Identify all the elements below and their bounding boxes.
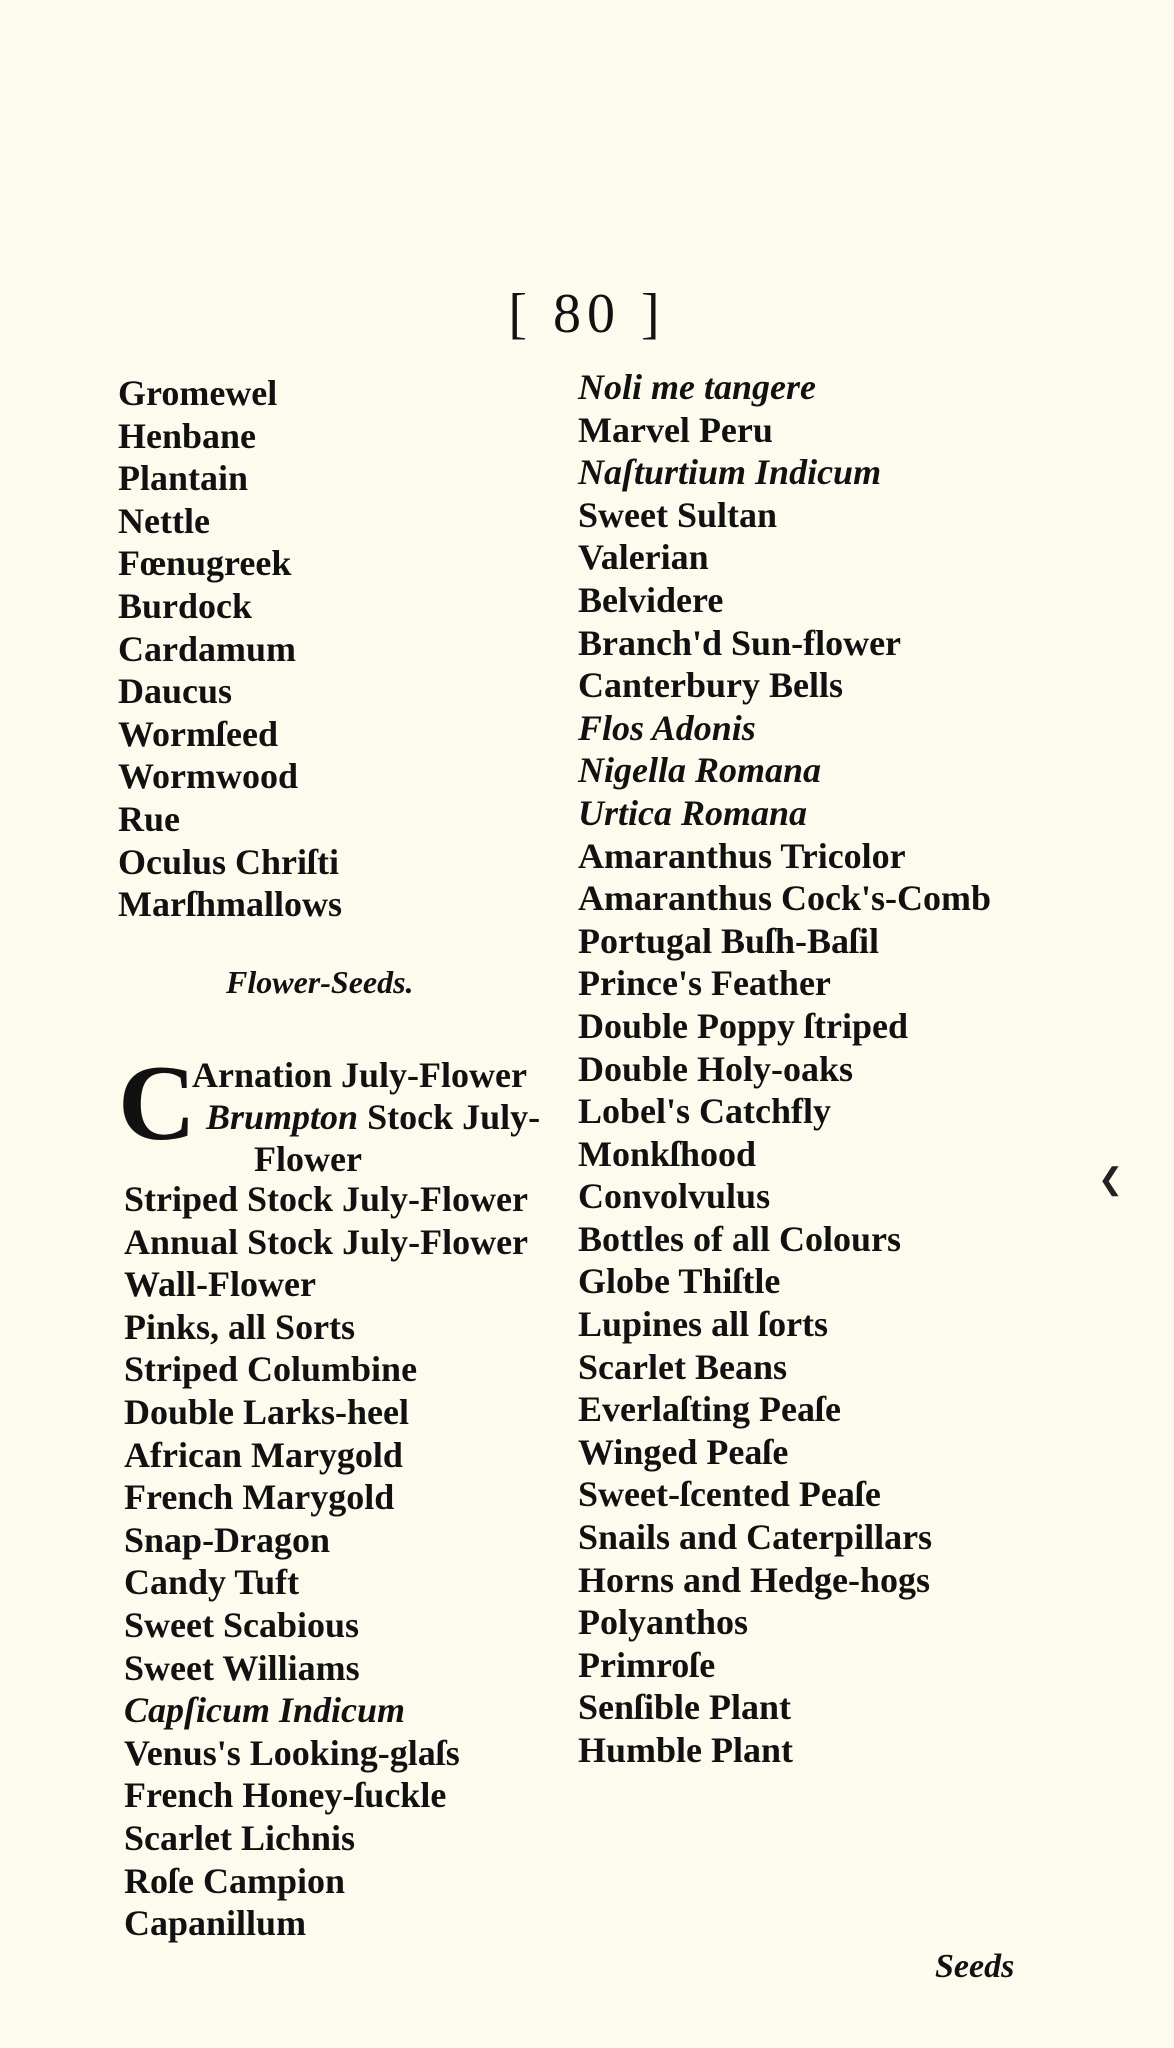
carnation-line-3: Flower — [254, 1139, 362, 1179]
list-item: Henbane — [118, 415, 257, 456]
list-item: Everlaſting Peaſe — [578, 1389, 841, 1430]
list-item: Lobel's Catchfly — [578, 1091, 832, 1132]
list-item: Snails and Caterpillars — [578, 1517, 933, 1558]
ink-mark-icon: ❮ — [1098, 1163, 1124, 1196]
list-item: Primroſe — [578, 1644, 716, 1685]
list-item: Flos Adonis — [578, 707, 756, 748]
carnation-line-2 — [206, 1096, 540, 1138]
catchword: Seeds — [935, 1948, 1015, 1985]
list-item: Annual Stock July-Flower — [124, 1221, 529, 1262]
list-item: Venus's Looking-glaſs — [124, 1732, 460, 1773]
list-item: Striped Columbine — [124, 1349, 418, 1390]
list-item: Wormſeed — [118, 713, 278, 754]
list-item: French Honey-ſuckle — [124, 1775, 447, 1816]
list-item: Humble Plant — [578, 1730, 794, 1770]
list-item: Double Poppy ſtriped — [578, 1005, 909, 1046]
list-item: Noli me tangere — [578, 367, 816, 407]
list-item: Monkſhood — [578, 1133, 757, 1174]
list-item: Convolvulus — [578, 1176, 771, 1217]
list-item: Sweet-ſcented Peaſe — [578, 1474, 881, 1515]
carnation-line-1: Arnation July-Flower — [192, 1055, 527, 1095]
list-item: Striped Stock July-Flower — [124, 1179, 528, 1219]
list-item: Scarlet Lichnis — [124, 1817, 355, 1858]
list-item: Marvel Peru — [578, 409, 773, 450]
list-item: Candy Tuft — [124, 1562, 300, 1603]
list-item: Polyanthos — [578, 1602, 749, 1643]
list-item: Double Holy-oaks — [578, 1048, 854, 1089]
section-heading: Flower-Seeds. — [226, 964, 414, 1000]
list-item: Senſible Plant — [578, 1687, 792, 1728]
list-item: Burdock — [118, 585, 253, 626]
list-item: Horns and Hedge-hogs — [578, 1559, 931, 1600]
list-item: African Marygold — [124, 1434, 403, 1475]
carnation-entry — [118, 1044, 578, 1184]
list-item: Snap-Dragon — [124, 1519, 331, 1560]
list-item: Wormwood — [118, 756, 298, 797]
left-column-bottom-list — [124, 1178, 584, 1945]
list-item: Nettle — [118, 500, 210, 541]
list-item: French Marygold — [124, 1477, 395, 1518]
list-item: Daucus — [118, 671, 233, 712]
list-item: Cardamum — [118, 628, 296, 669]
page-number: [ 80 ] — [508, 283, 666, 345]
list-item: Bottles of all Colours — [578, 1218, 901, 1259]
list-item: Lupines all ſorts — [578, 1304, 829, 1345]
list-item: Roſe Campion — [124, 1860, 346, 1901]
list-item: Naſturtium Indicum — [578, 452, 882, 493]
list-item: Branch'd Sun-flower — [578, 622, 902, 663]
list-item: Portugal Buſh-Baſil — [578, 920, 880, 961]
list-item: Sweet Sultan — [578, 494, 778, 535]
carnation-line-2-rest: Stock July- — [358, 1097, 541, 1137]
list-item: Capſicum Indicum — [124, 1690, 406, 1731]
list-item: Scarlet Beans — [578, 1346, 787, 1387]
list-item: Urtica Romana — [578, 792, 808, 833]
list-item: Fœnugreek — [118, 543, 292, 584]
list-item: Valerian — [578, 537, 709, 578]
left-column-top-list — [118, 372, 578, 926]
list-item: Belvidere — [578, 579, 724, 620]
list-item: Winged Peaſe — [578, 1431, 789, 1472]
list-item: Pinks, all Sorts — [124, 1306, 356, 1347]
list-item: Globe Thiſtle — [578, 1261, 781, 1302]
list-item: Sweet Williams — [124, 1647, 360, 1688]
list-item: Plantain — [118, 458, 249, 499]
list-item: Double Larks-heel — [124, 1391, 410, 1432]
list-item: Oculus Chriſti — [118, 841, 340, 882]
list-item: Sweet Scabious — [124, 1604, 360, 1645]
list-item: Wall-Flower — [124, 1264, 316, 1305]
list-item: Amaranthus Cock's-Comb — [578, 878, 992, 919]
list-item: Canterbury Bells — [578, 665, 843, 706]
list-item: Prince's Feather — [578, 963, 831, 1004]
list-item: Marſhmallows — [118, 884, 342, 925]
list-item: Rue — [118, 798, 180, 839]
carnation-line-2-italic: Brumpton — [206, 1097, 359, 1137]
list-item: Nigella Romana — [578, 750, 822, 791]
right-column-list — [578, 366, 1098, 1772]
drop-cap: C — [118, 1044, 196, 1163]
list-item: Amaranthus Tricolor — [578, 835, 906, 876]
list-item: Capanillum — [124, 1903, 307, 1944]
list-item: Gromewel — [118, 373, 278, 413]
